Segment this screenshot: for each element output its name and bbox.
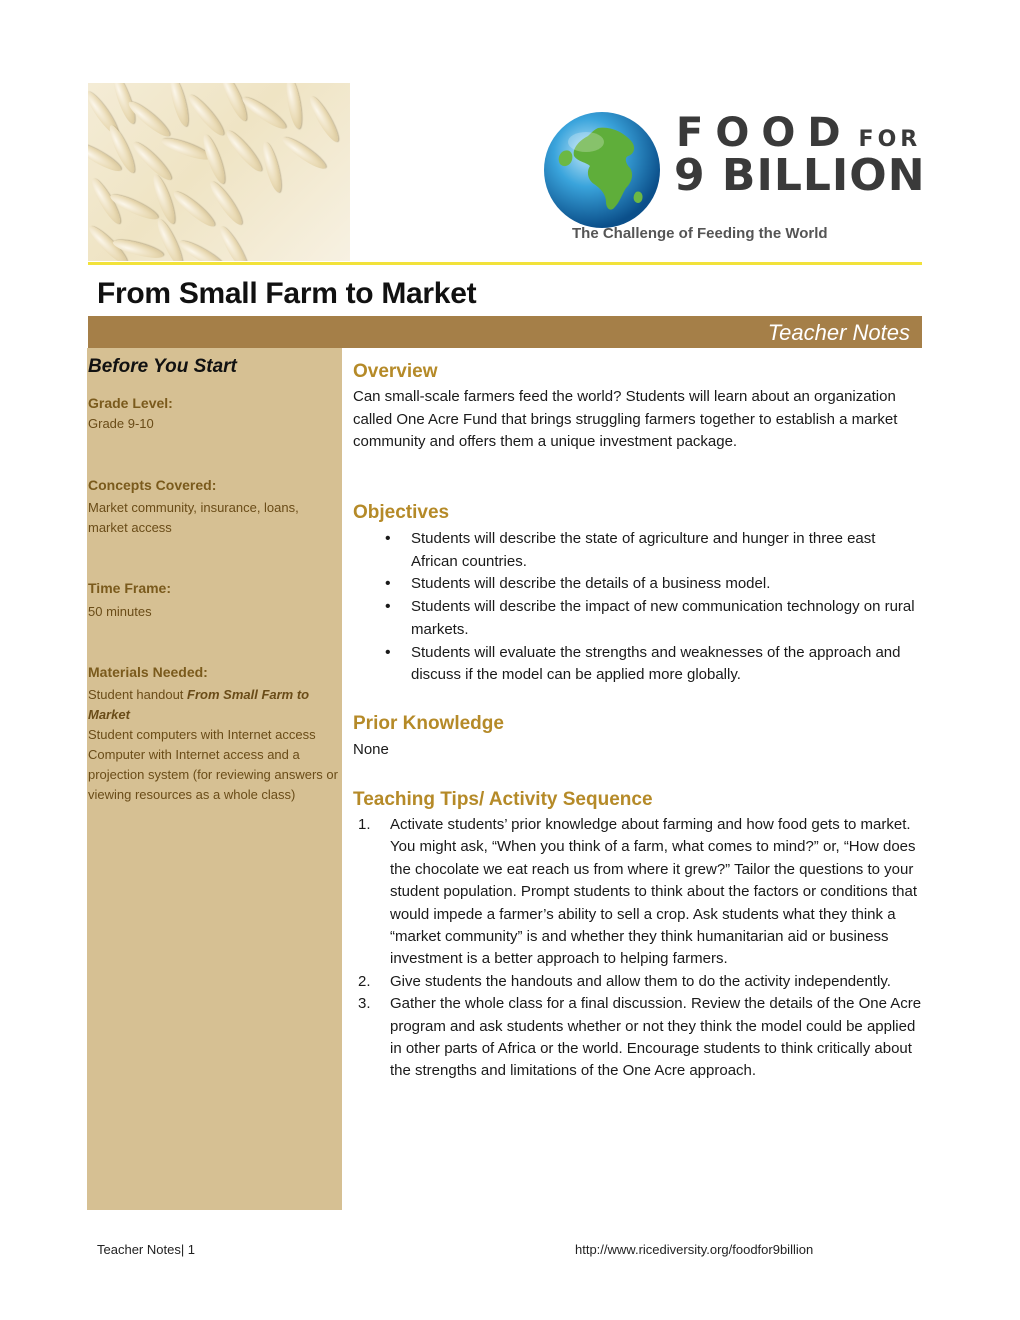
- logo-for-text: FOR: [858, 127, 922, 152]
- teacher-notes-band: [88, 316, 922, 348]
- footer-page-label: Teacher Notes| 1: [97, 1242, 196, 1257]
- food-for-9-billion-logo: [540, 108, 926, 253]
- rice-grains-image: [88, 83, 350, 261]
- objective-item: • Students will evaluate the strengths and weaknesses of the approach and discuss if the model can be applied more globally.: [353, 642, 923, 687]
- globe-icon: [540, 108, 665, 233]
- logo-9-billion-text: 9 BILLION: [674, 150, 926, 201]
- materials-item: Student handout From Small Farm to Market: [88, 687, 310, 722]
- step-text: Give students the handouts and allow them to do the activity independently.: [390, 972, 891, 990]
- concepts-covered-label: Concepts Covered:: [88, 477, 217, 493]
- objective-item: • Students will describe the impact of new communication technology on rural markets.: [353, 596, 923, 641]
- step-number: 2.: [358, 972, 371, 990]
- logo-tagline: The Challenge of Feeding the World: [572, 225, 828, 242]
- activity-step: [353, 993, 925, 1083]
- grade-level-label: Grade Level:: [88, 395, 173, 411]
- teaching-tips-heading: Teaching Tips/ Activity Sequence: [353, 789, 653, 810]
- concepts-covered-value: Market community, insurance, loans, market access: [88, 500, 299, 535]
- sidebar-heading: Before You Start: [88, 356, 237, 377]
- step-text: Activate students’ prior knowledge about farming and how food gets to market. You might ask, “When you think of a farm, what comes to mind?” or, “How does the chocolate we eat reach us from where it grew?” Tailor the questions to your student population. Prompt students to think about the factors or conditions that would impede a farmer’s ability to sell a crop. Ask students what they think a “market community” is and whether they think humanitarian aid or business investment is a better approach to helping farmers.: [390, 816, 917, 968]
- objective-item: • Students will describe the state of agriculture and hunger in three east African countries.: [353, 528, 923, 573]
- activity-steps-list: [353, 814, 925, 1083]
- grade-level-value: Grade 9-10: [88, 416, 154, 431]
- prior-knowledge-text: None: [353, 741, 389, 758]
- materials-needed-label: Materials Needed:: [88, 664, 208, 680]
- objectives-heading: Objectives: [353, 502, 450, 523]
- header-divider: [88, 262, 922, 265]
- time-frame-label: Time Frame:: [88, 580, 171, 596]
- prior-knowledge-heading: Prior Knowledge: [353, 713, 504, 734]
- handout-title: From Small Farm to Market: [88, 687, 310, 722]
- step-number: 1.: [358, 816, 371, 833]
- activity-step: [353, 814, 925, 971]
- footer-url-link[interactable]: http://www.ricediversity.org/foodfor9billion: [575, 1242, 814, 1257]
- teacher-notes-label: Teacher Notes: [767, 320, 910, 345]
- overview-heading: Overview: [353, 361, 438, 382]
- objective-item: • Students will describe the details of a business model.: [353, 573, 923, 596]
- objectives-list: [353, 528, 923, 687]
- logo-food-text: FOOD: [676, 110, 853, 156]
- activity-step: [353, 971, 925, 993]
- overview-text: Can small-scale farmers feed the world? Students will learn about an organization called One Acre Fund that brings struggling farmers together to establish a market community and offers them a unique investment package.: [353, 388, 898, 450]
- step-number: 3.: [358, 995, 371, 1013]
- step-text: Gather the whole class for a final discussion. Review the details of the One Acre program and ask students whether or not they think the model could be applied in other parts of Africa or the world. Encourage students to think critically about the strengths and limitations of the One Acre approach.: [390, 995, 922, 1080]
- materials-item: Computer with Internet access and a projection system (for reviewing answers or viewing resources as a whole class): [88, 747, 338, 802]
- materials-needed-list: [88, 685, 340, 805]
- page-title: From Small Farm to Market: [97, 277, 477, 310]
- time-frame-value: 50 minutes: [88, 604, 152, 619]
- materials-item: Student computers with Internet access: [88, 727, 316, 742]
